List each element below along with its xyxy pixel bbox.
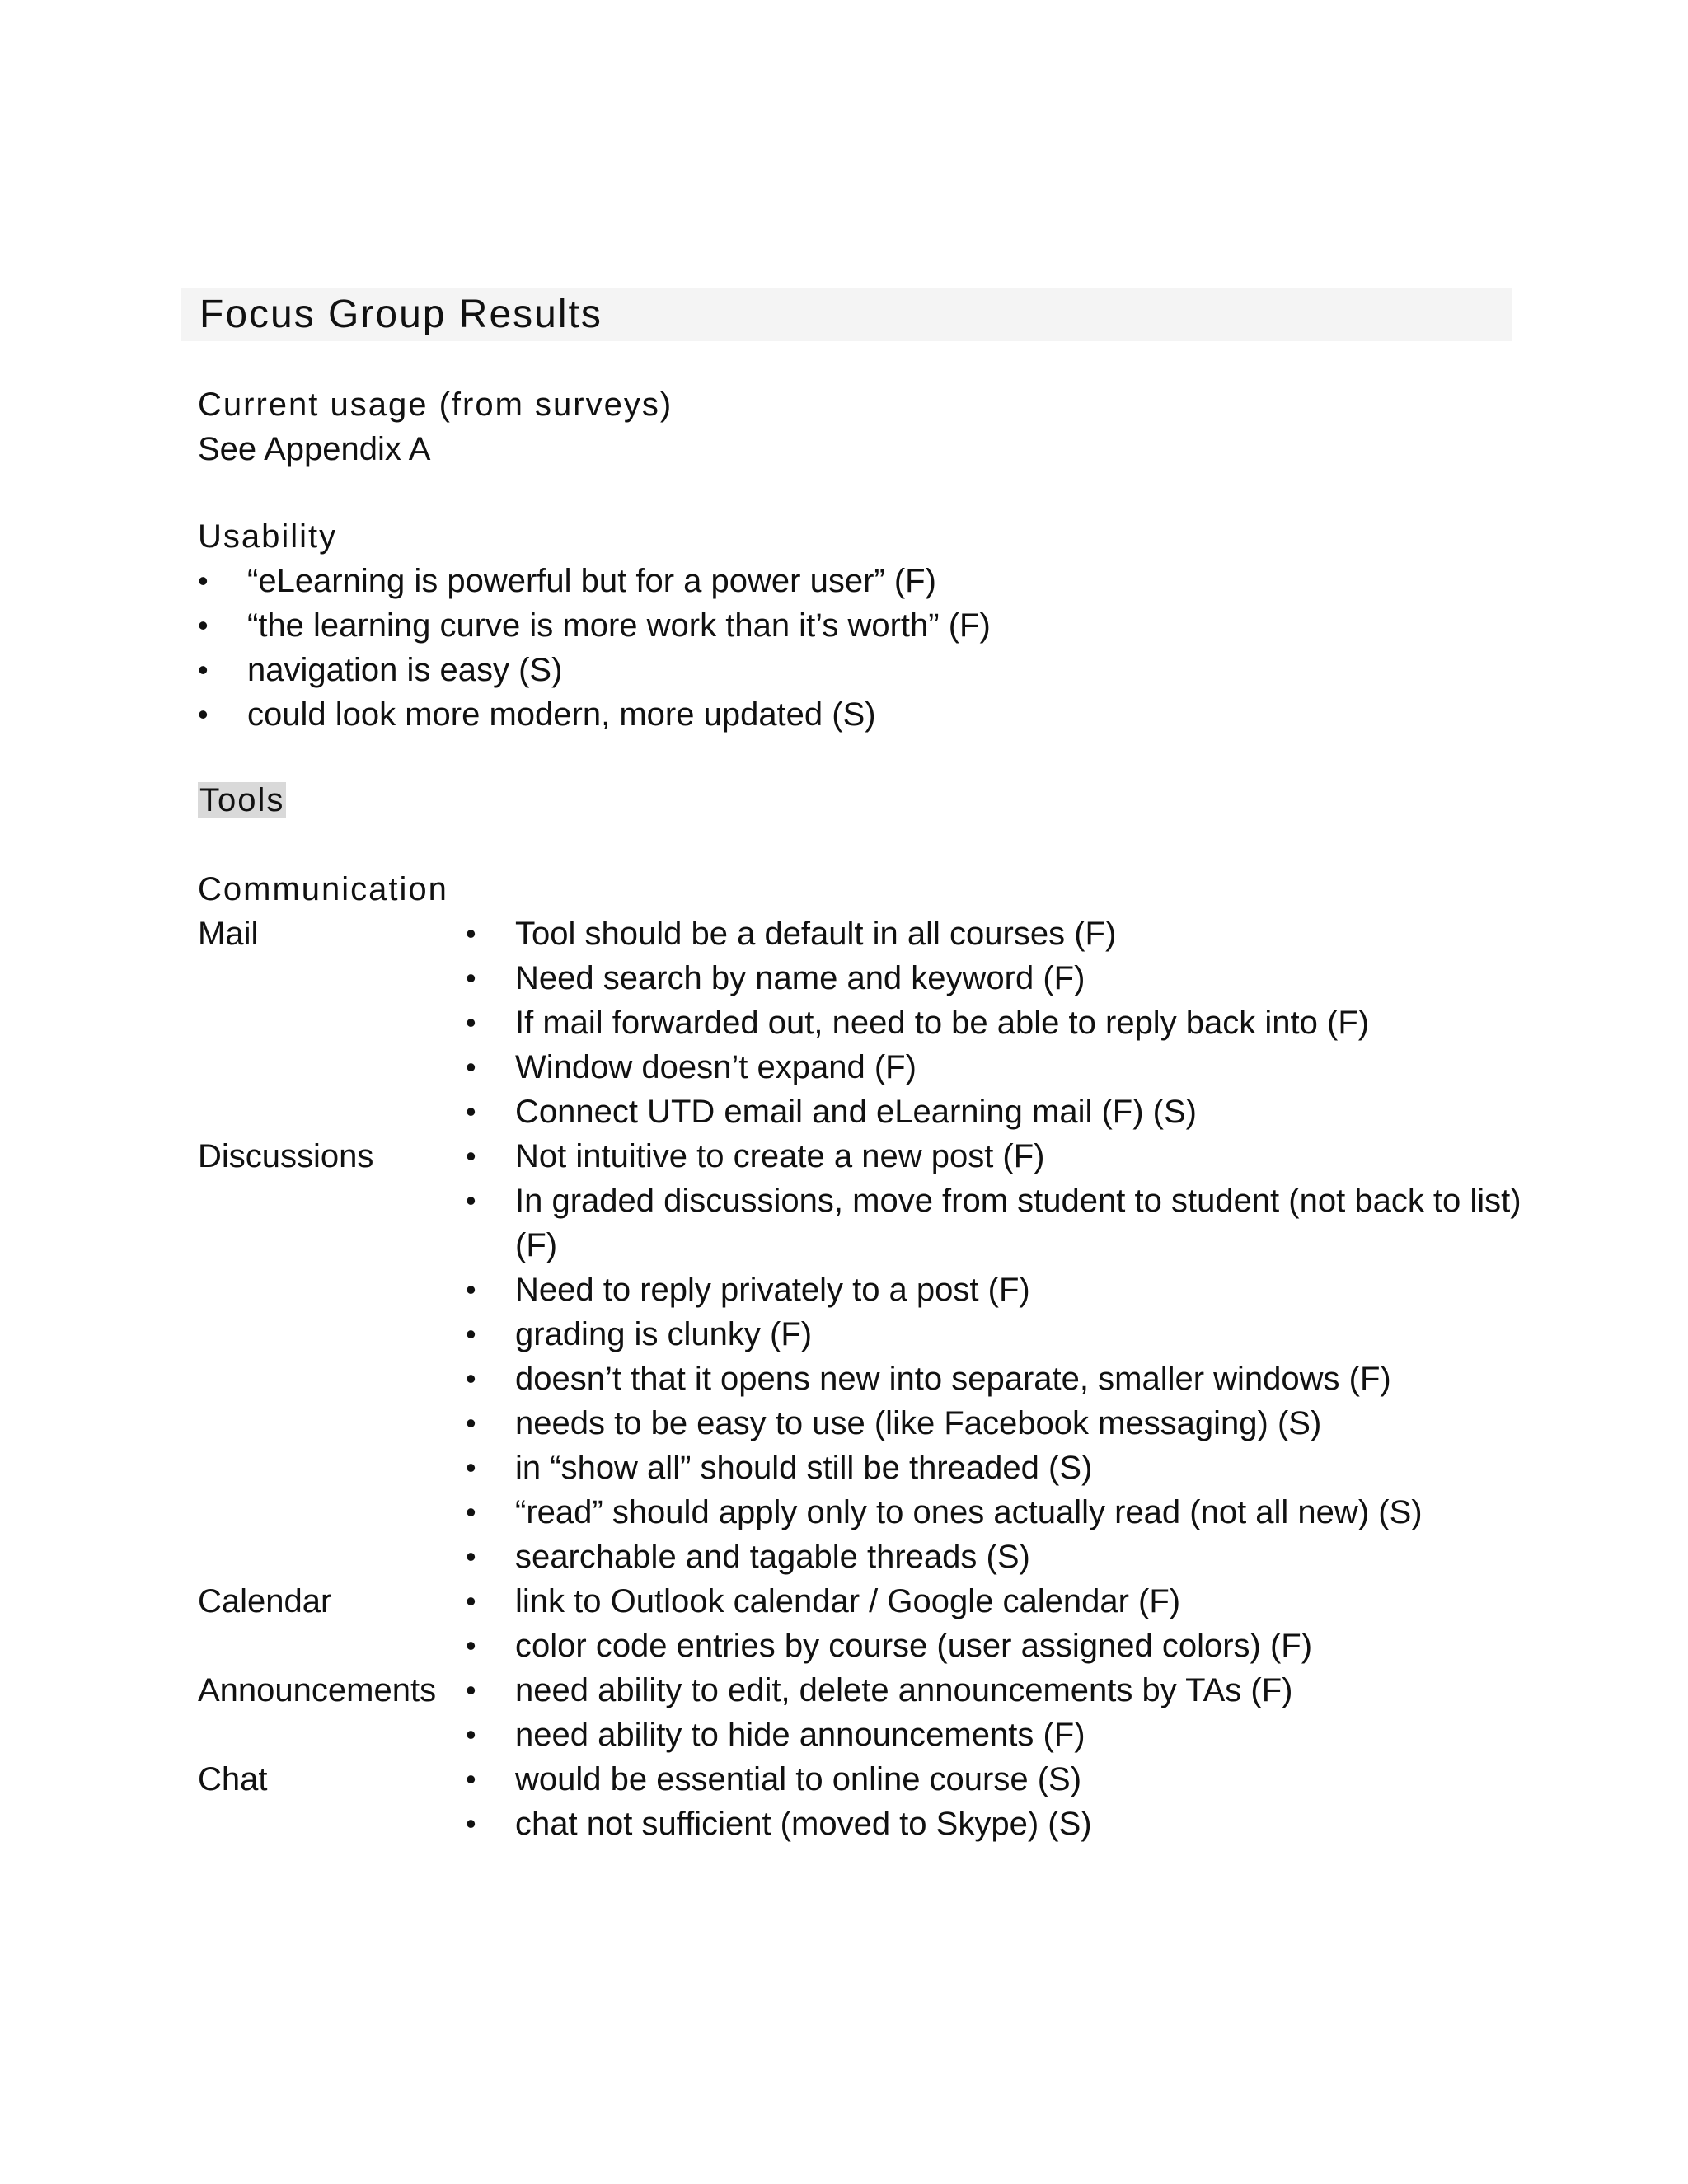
discussions-item-text: searchable and tagable threads (S) — [515, 1539, 1030, 1575]
discussions-item-text: doesn’t that it opens new into separate, smaller windows (F) — [515, 1361, 1391, 1397]
mail-label: Mail — [198, 916, 259, 952]
list-item — [466, 1446, 1529, 1490]
announcements-list — [466, 1668, 1529, 1757]
list-item — [466, 1045, 1529, 1090]
chat-item-text: chat not sufficient (moved to Skype) (S) — [515, 1806, 1092, 1842]
list-item — [466, 1579, 1529, 1624]
usability-list — [198, 559, 991, 737]
list-item — [466, 1134, 1529, 1179]
usability-item-text: “eLearning is powerful but for a power user” (F) — [247, 563, 936, 599]
bullet: • — [466, 1406, 476, 1440]
mail-item-text: Window doesn’t expand (F) — [515, 1049, 917, 1085]
bullet: • — [198, 653, 209, 687]
list-item — [466, 1490, 1529, 1535]
chat-label: Chat — [198, 1761, 268, 1797]
calendar-label: Calendar — [198, 1583, 332, 1619]
discussions-label: Discussions — [198, 1138, 374, 1174]
usability-item-text: could look more modern, more updated (S) — [247, 696, 876, 733]
list-item — [466, 1312, 1529, 1357]
discussions-item-text: needs to be easy to use (like Facebook messaging) (S) — [515, 1405, 1322, 1441]
page-title: Focus Group Results — [199, 293, 603, 336]
tools-heading-text: Tools — [199, 782, 285, 818]
discussions-list — [466, 1134, 1529, 1579]
discussions-item-text: Not intuitive to create a new post (F) — [515, 1138, 1045, 1174]
calendar-item-text: color code entries by course (user assigned colors) (F) — [515, 1628, 1313, 1664]
chat-list — [466, 1757, 1529, 1846]
bullet: • — [466, 1718, 476, 1751]
calendar-list — [466, 1579, 1529, 1668]
list-item — [466, 1535, 1529, 1579]
list-item — [198, 603, 991, 648]
bullet: • — [466, 1451, 476, 1484]
calendar-item-text: link to Outlook calendar / Google calendar (F) — [515, 1583, 1181, 1619]
discussions-item-text: “read” should apply only to ones actually read (not all new) (S) — [515, 1494, 1423, 1530]
announcements-item-text: need ability to edit, delete announcements by TAs (F) — [515, 1672, 1293, 1708]
list-item — [466, 956, 1529, 1001]
bullet: • — [466, 1584, 476, 1618]
bullet: • — [466, 1183, 476, 1217]
announcements-item-text: need ability to hide announcements (F) — [515, 1717, 1085, 1753]
mail-item-text: If mail forwarded out, need to be able to reply back into (F) — [515, 1005, 1370, 1041]
list-item — [198, 559, 991, 603]
usability-heading: Usability — [198, 518, 338, 555]
mail-list — [466, 912, 1529, 1134]
list-item — [466, 1668, 1529, 1713]
bullet: • — [466, 1094, 476, 1128]
bullet: • — [466, 1139, 476, 1173]
usability-item-text: “the learning curve is more work than it’s worth” (F) — [247, 607, 991, 644]
bullet: • — [466, 1540, 476, 1573]
list-item — [466, 1802, 1529, 1846]
mail-item-text: Connect UTD email and eLearning mail (F) (S) — [515, 1094, 1197, 1130]
bullet: • — [466, 1807, 476, 1840]
communication-heading: Communication — [198, 871, 448, 907]
bullet: • — [466, 1317, 476, 1351]
mail-item-text: Need search by name and keyword (F) — [515, 960, 1085, 996]
mail-item-text: Tool should be a default in all courses (F) — [515, 916, 1117, 952]
current-usage-text: See Appendix A — [198, 431, 431, 467]
discussions-item-text: in “show all” should still be threaded (S) — [515, 1450, 1093, 1486]
bullet: • — [466, 1629, 476, 1662]
bullet: • — [466, 1495, 476, 1529]
bullet: • — [466, 916, 476, 950]
bullet: • — [466, 1673, 476, 1707]
list-item — [466, 1357, 1529, 1401]
list-item — [198, 692, 991, 737]
list-item — [466, 1401, 1529, 1446]
list-item — [466, 1757, 1529, 1802]
list-item — [466, 1268, 1529, 1312]
title-bar — [181, 288, 1512, 341]
bullet: • — [466, 1272, 476, 1306]
announcements-label: Announcements — [198, 1672, 437, 1708]
bullet: • — [466, 1361, 476, 1395]
list-item — [466, 1713, 1529, 1757]
bullet: • — [466, 1050, 476, 1084]
discussions-item-text: Need to reply privately to a post (F) — [515, 1272, 1030, 1308]
list-item — [466, 912, 1529, 956]
chat-item-text: would be essential to online course (S) — [515, 1761, 1082, 1797]
list-item — [198, 648, 991, 692]
list-item — [466, 1624, 1529, 1668]
current-usage-heading: Current usage (from surveys) — [198, 387, 673, 423]
list-item — [466, 1179, 1529, 1268]
usability-item-text: navigation is easy (S) — [247, 652, 563, 688]
bullet: • — [466, 1762, 476, 1796]
discussions-item-text: In graded discussions, move from student to student (not back to list) (F) — [515, 1183, 1522, 1263]
bullet: • — [198, 564, 209, 598]
bullet: • — [198, 608, 209, 642]
list-item — [466, 1090, 1529, 1134]
bullet: • — [466, 1005, 476, 1039]
list-item — [466, 1001, 1529, 1045]
discussions-item-text: grading is clunky (F) — [515, 1316, 813, 1352]
bullet: • — [466, 961, 476, 995]
tools-heading — [198, 778, 286, 823]
bullet: • — [198, 697, 209, 731]
